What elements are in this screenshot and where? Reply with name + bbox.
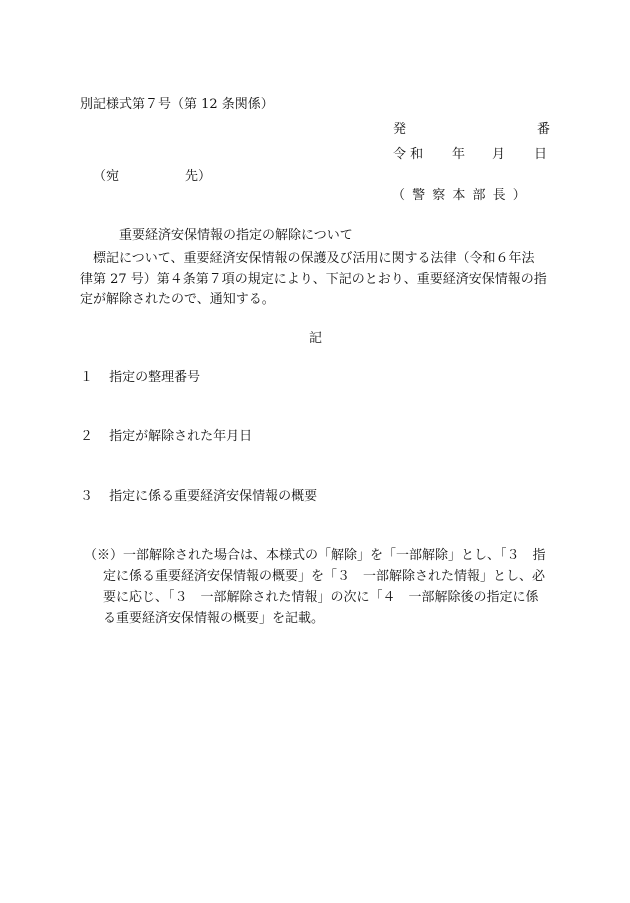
note-line: （※）一部解除された場合は、本様式の「解除」を「一部解除」とし、「３ 指 — [84, 548, 546, 563]
recipient-open: （宛 — [93, 169, 120, 184]
paragraph-line: 標記について、重要経済安保情報の保護及び活用に関する法律（令和６年法 — [93, 251, 535, 266]
note-line: 要に応じ、「３ 一部解除された情報」の次に「４ 一部解除後の指定に係 — [103, 590, 539, 605]
list-item — [80, 369, 200, 387]
date-year: 年 — [452, 147, 466, 162]
date-month: 月 — [492, 147, 506, 162]
paragraph-line: 律第 27 号）第４条第７項の規定により、下記のとおり、重要経済安保情報の指 — [80, 272, 547, 287]
issue-number-prefix: 発 — [393, 122, 407, 137]
item-number: １ — [80, 370, 94, 385]
item-label: 指定に係る重要経済安保情報の概要 — [109, 489, 318, 504]
issue-number-line — [393, 121, 550, 139]
list-item — [80, 428, 252, 446]
item-label: 指定の整理番号 — [109, 370, 201, 385]
date-era: 令 和 — [393, 147, 424, 162]
note-line: る重要経済安保情報の概要」を記載。 — [103, 611, 325, 626]
recipient-line — [93, 168, 212, 186]
ki-heading: 記 — [309, 331, 323, 346]
recipient-close: 先） — [185, 169, 212, 184]
date-day: 日 — [534, 147, 548, 162]
item-number: ２ — [80, 429, 94, 444]
issue-number-suffix: 番 — [536, 122, 550, 137]
date-line — [393, 146, 550, 164]
item-label: 指定が解除された年月日 — [109, 429, 253, 444]
list-item — [80, 488, 317, 506]
paragraph-line: 定が解除されたので、通知する。 — [80, 292, 275, 307]
form-label: 別記様式第７号（第 12 条関係） — [80, 97, 274, 112]
note-line: 定に係る重要経済安保情報の概要」を「３ 一部解除された情報」とし、必 — [103, 569, 546, 584]
sender-line: （ 警 察 本 部 長 ） — [392, 188, 528, 203]
item-number: ３ — [80, 489, 94, 504]
document-title: 重要経済安保情報の指定の解除について — [119, 228, 353, 243]
